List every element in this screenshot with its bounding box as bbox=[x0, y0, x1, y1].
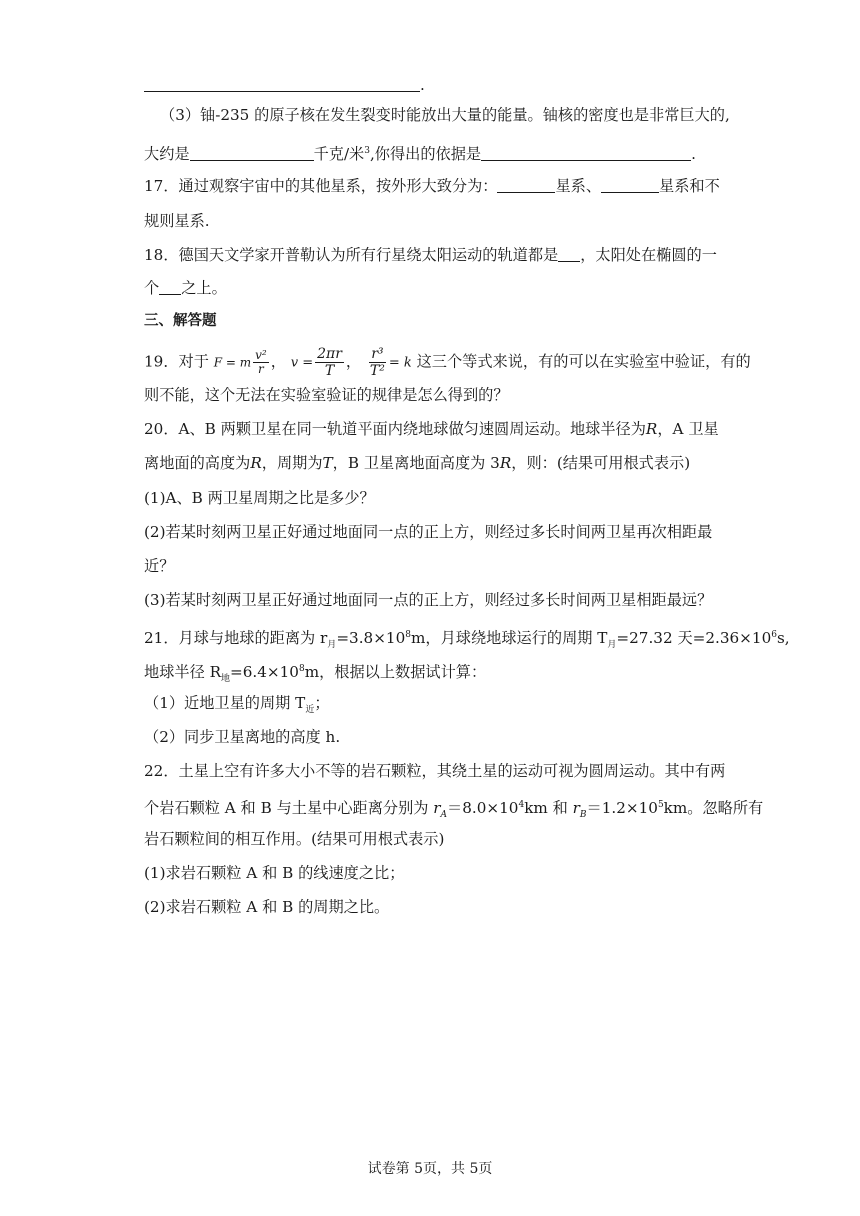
q19-line1: 19．对于 F = m $\frac{\text{v²}}{r}$ ， v = $\frac{2\pi r}{T}$ ， $\frac{\text{r³}}{\text{T²}}$ = k 这三个等式来说，有的可以在实验室中验证，有的 bbox=[144, 346, 751, 379]
q20-part2-line2: 近？ bbox=[144, 557, 175, 575]
q21-part1: （1）近地卫星的周期 $T_近$； bbox=[144, 694, 330, 715]
answer-line-top: . bbox=[144, 74, 425, 96]
q21-part2: （2）同步卫星离地的高度 h. bbox=[144, 728, 341, 746]
section-title-solutions: 三、解答题 bbox=[144, 313, 217, 329]
q20-line2: 离地面的高度为R，周期为T，B 卫星离地面高度为 3R，则：(结果可用根式表示) bbox=[144, 454, 691, 472]
basis-blank[interactable] bbox=[481, 146, 691, 161]
q18-line2: 个 之上。 bbox=[144, 279, 227, 297]
q17-line2: 规则星系. bbox=[144, 212, 210, 230]
density-blank[interactable] bbox=[190, 146, 314, 161]
q19-line2: 则不能，这个无法在实验室验证的规律是怎么得到的？ bbox=[144, 386, 509, 404]
q20-line1: 20．A、B 两颗卫星在同一轨道平面内绕地球做匀速圆周运动。地球半径为R，A 卫星 bbox=[144, 420, 719, 438]
q21-line2: 地球半径 $R_地=6.4\times 10^8m$，根据以上数据试计算： bbox=[144, 663, 487, 684]
formula-velocity: $\frac{2\pi r}{T}$ bbox=[317, 346, 342, 379]
galaxy-type-blank-2[interactable] bbox=[601, 178, 659, 193]
q20-part3: (3)若某时刻两卫星正好通过地面同一点的正上方，则经过多长时间两卫星相距最远？ bbox=[144, 591, 713, 609]
q16-part3-line2: 大约是 千克/米$^3$,你得出的依据是 . bbox=[144, 145, 696, 163]
q22-line2: 个岩石颗粒 A 和 B 与土星中心距离分别为 $r_A=8.0\times 10^4km$ 和 $r_B=1.2\times 10^5km$。忽略所有 bbox=[144, 799, 764, 820]
sun-position-blank[interactable] bbox=[159, 280, 181, 295]
page-footer: 试卷第 5页，共 5页 bbox=[367, 1161, 493, 1177]
answer-blank[interactable] bbox=[144, 77, 420, 92]
q22-line3: 岩石颗粒间的相互作用。(结果可用根式表示) bbox=[144, 830, 445, 848]
q16-part3-line1: （3）铀-235 的原子核在发生裂变时能放出大量的能量。铀核的密度也是非常巨大的, bbox=[160, 106, 730, 124]
q21-line1: 21．月球与地球的距离为 $r_月=3.8\times 10^8m$，月球绕地球运行的周期 $T_月=27.32$ 天$=2.36\times 10^6s$, bbox=[144, 629, 790, 650]
q20-part1: (1)A、B 两卫星周期之比是多少？ bbox=[144, 489, 375, 507]
galaxy-type-blank-1[interactable] bbox=[497, 178, 555, 193]
q22-line1: 22．土星上空有许多大小不等的岩石颗粒，其绕土星的运动可视为圆周运动。其中有两 bbox=[144, 762, 726, 780]
q17-line1: 17．通过观察宇宙中的其他星系，按外形大致分为： 星系、 星系和不 bbox=[144, 177, 720, 195]
q18-line1: 18．德国天文学家开普勒认为所有行星绕太阳运动的轨道都是 ，太阳处在椭圆的一 bbox=[144, 246, 717, 264]
q20-part2-line1: (2)若某时刻两卫星正好通过地面同一点的正上方，则经过多长时间两卫星再次相距最 bbox=[144, 523, 713, 541]
formula-kepler: $\frac{\text{r³}}{\text{T²}}$ bbox=[369, 346, 385, 379]
orbit-shape-blank[interactable] bbox=[558, 247, 580, 262]
q22-part2: (2)求岩石颗粒 A 和 B 的周期之比。 bbox=[144, 898, 390, 916]
formula-centripetal: $\frac{\text{v²}}{r}$ bbox=[255, 348, 267, 376]
q22-part1: (1)求岩石颗粒 A 和 B 的线速度之比； bbox=[144, 864, 405, 882]
